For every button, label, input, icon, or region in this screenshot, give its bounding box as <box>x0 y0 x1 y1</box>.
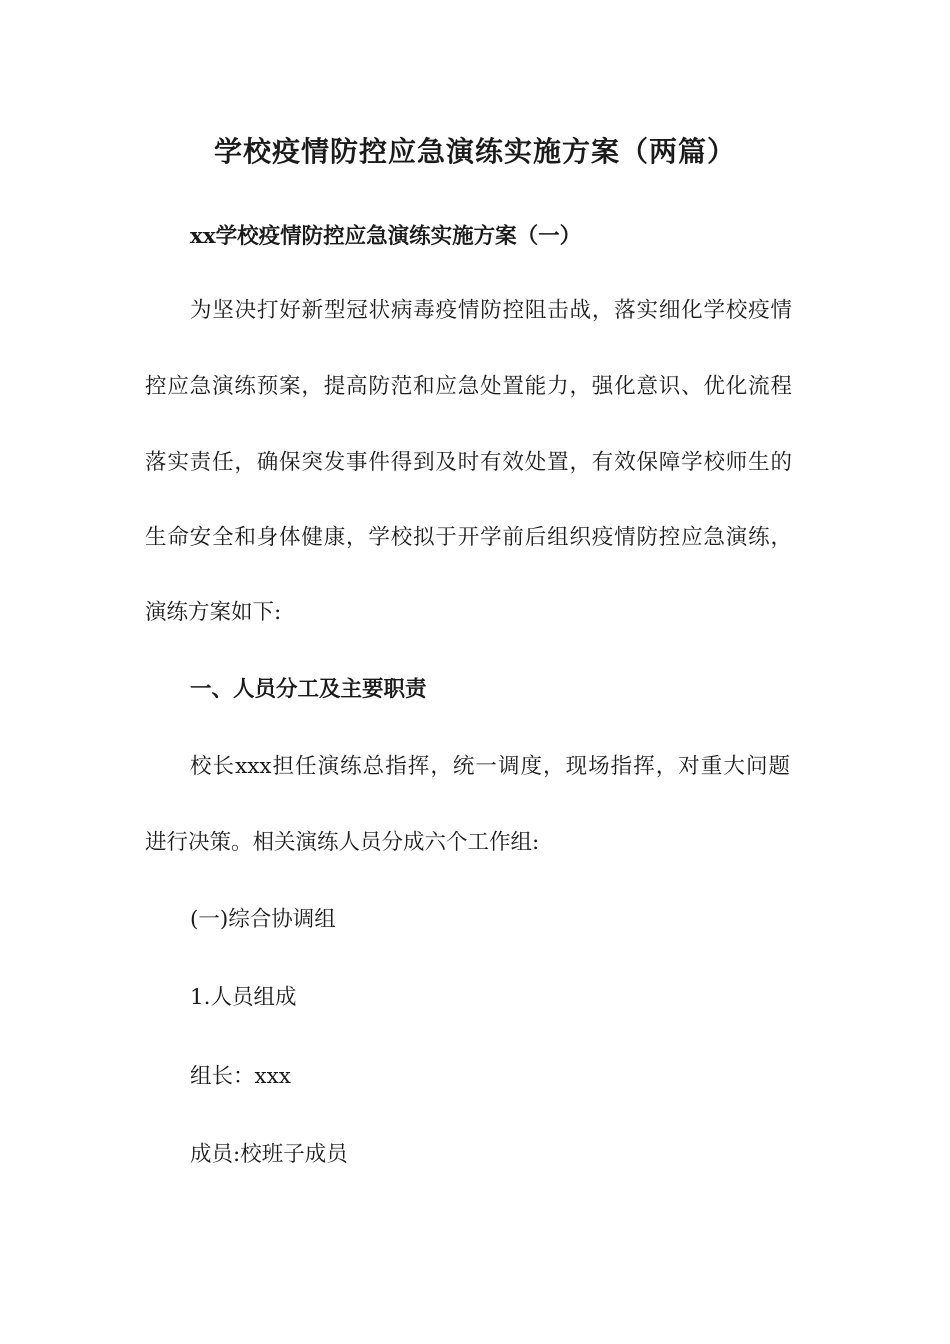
leader-line: 组长：xxx <box>190 1064 291 1089</box>
paragraph-line: 演练方案如下: <box>145 600 282 625</box>
list-item: 1.人员组成 <box>190 985 297 1010</box>
paragraph-line: 进行决策。相关演练人员分成六个工作组: <box>145 830 540 855</box>
section-subtitle: xx学校疫情防控应急演练实施方案（一） <box>190 224 582 249</box>
paragraph-line: 落实责任，确保突发事件得到及时有效处置，有效保障学校师生的 <box>145 450 792 475</box>
paragraph-line: 校长xxx担任演练总指挥，统一调度，现场指挥，对重大问题 <box>190 754 790 779</box>
paragraph-line: 为坚决打好新型冠状病毒疫情防控阻击战，落实细化学校疫情 <box>190 298 792 323</box>
paragraph-line: 生命安全和身体健康，学校拟于开学前后组织疫情防控应急演练， <box>145 525 792 550</box>
document-title: 学校疫情防控应急演练实施方案（两篇） <box>213 135 736 168</box>
section-heading: 一、人员分工及主要职责 <box>190 677 427 702</box>
paragraph-line: 控应急演练预案，提高防范和应急处置能力，强化意识、优化流程 <box>145 374 792 399</box>
group-heading: (一)综合协调组 <box>190 907 336 932</box>
members-line: 成员:校班子成员 <box>190 1142 348 1167</box>
